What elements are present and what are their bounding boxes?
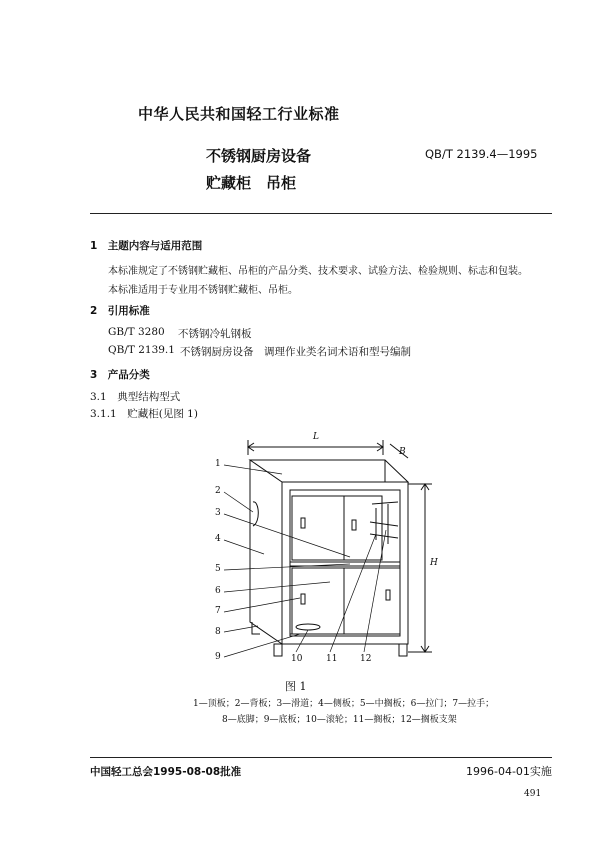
dimension-L: L bbox=[313, 432, 319, 442]
part-label-10: 10 bbox=[291, 654, 303, 664]
doc-title-line2: 贮藏柜 吊柜 bbox=[206, 174, 297, 192]
part-label-2: 2 bbox=[215, 486, 221, 496]
part-label-5: 5 bbox=[215, 564, 221, 574]
part-label-7: 7 bbox=[215, 606, 221, 616]
part-label-8: 8 bbox=[215, 627, 221, 637]
reference-1-code: GB/T 3280 bbox=[108, 326, 165, 338]
reference-2-code: QB/T 2139.1 bbox=[108, 344, 175, 356]
figure-legend-line2: 8—底脚；9—底板；10—滚轮；11—搁板；12—搁板支架 bbox=[222, 715, 457, 725]
dimension-H: H bbox=[430, 558, 438, 568]
dimension-B: B bbox=[399, 447, 406, 457]
section-1-para1: 本标准规定了不锈钢贮藏柜、吊柜的产品分类、技术要求、试验方法、检验规则、标志和包装。 bbox=[108, 266, 528, 277]
part-label-3: 3 bbox=[215, 508, 221, 518]
part-label-12: 12 bbox=[360, 654, 372, 664]
part-label-6: 6 bbox=[215, 586, 221, 596]
effective-date: 1996-04-01实施 bbox=[466, 765, 552, 778]
page-number: 491 bbox=[524, 789, 542, 799]
part-label-9: 9 bbox=[215, 652, 221, 662]
section-1-para2: 本标准适用于专业用不锈钢贮藏柜、吊柜。 bbox=[108, 285, 298, 296]
section-2-heading: 2 引用标准 bbox=[90, 305, 150, 317]
approval-info: 中国轻工总会1995-08-08批准 bbox=[90, 766, 242, 778]
figure-caption: 图 1 bbox=[285, 680, 307, 693]
part-label-11: 11 bbox=[326, 654, 338, 664]
reference-1-title: 不锈钢冷轧钢板 bbox=[178, 328, 252, 340]
section-3-heading: 3 产品分类 bbox=[90, 369, 150, 381]
footer-divider bbox=[90, 757, 552, 758]
doc-title-line1: 不锈钢厨房设备 bbox=[206, 147, 312, 165]
figure-legend-line1: 1—顶板；2—背板；3—滑道；4—侧板；5—中搁板；6—拉门；7—拉手； bbox=[193, 699, 495, 709]
header-divider bbox=[90, 213, 552, 214]
standard-number: QB/T 2139.4—1995 bbox=[425, 147, 538, 161]
part-label-1: 1 bbox=[215, 459, 221, 469]
section-3-1-1: 3.1.1 贮藏柜(见图 1) bbox=[90, 408, 198, 420]
reference-2-title: 不锈钢厨房设备 调理作业类名词术语和型号编制 bbox=[180, 346, 411, 358]
part-label-4: 4 bbox=[215, 534, 221, 544]
section-1-heading: 1 主题内容与适用范围 bbox=[90, 240, 203, 252]
section-3-1: 3.1 典型结构型式 bbox=[90, 391, 181, 403]
figure-1-cabinet-drawing bbox=[200, 422, 450, 672]
org-title: 中华人民共和国轻工行业标准 bbox=[138, 105, 340, 123]
